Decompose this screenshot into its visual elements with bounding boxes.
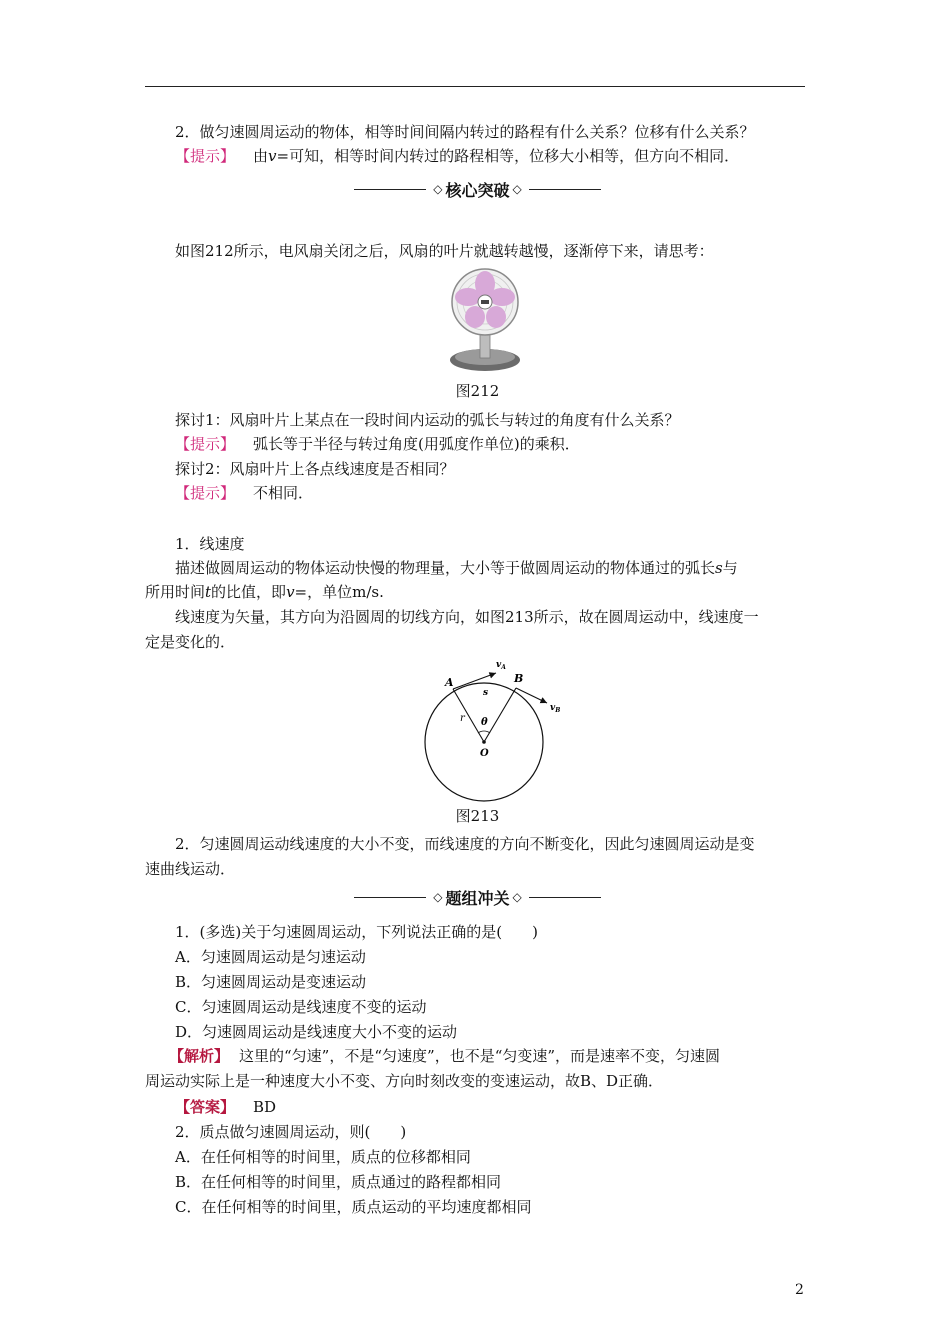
radius-line-a <box>453 689 484 742</box>
analysis-line-1 <box>145 1046 834 1066</box>
linear-velocity-title: 1．线速度 <box>175 535 245 553</box>
text-fragment: 的比值，即 <box>211 583 287 601</box>
analysis-tag: 【解析】 <box>169 1047 230 1065</box>
exercise-2-option-a: A．在任何相等的时间里，质点的位移都相同 <box>175 1148 471 1166</box>
exercise-1-option-d: D．匀速圆周运动是线速度大小不变的运动 <box>175 1023 458 1041</box>
analysis-line-2: 周运动实际上是一种速度大小不变、方向时刻改变的变速运动，故B、D正确． <box>145 1072 664 1090</box>
section-heading-core: ◇ 核心突破 ◇ <box>145 178 810 200</box>
angle-label: θ <box>481 717 488 728</box>
time-symbol: t <box>205 583 212 601</box>
header-rule <box>145 86 805 87</box>
arc-label: s <box>483 688 489 698</box>
hint-1 <box>145 146 840 166</box>
hint-tag: 【提示】 <box>175 435 236 453</box>
hint-3-text: 不相同． <box>253 484 314 502</box>
hint-1-text: =可知，相等时间内转过的路程相等，位移大小相等，但方向不相同． <box>276 147 740 165</box>
linear-velocity-line-1 <box>145 558 840 578</box>
exercise-2-option-b: B．在任何相等的时间里，质点通过的路程都相同 <box>175 1173 502 1191</box>
figure-caption-212: 图212 <box>455 382 500 400</box>
exercise-1-stem: 1．(多选)关于匀速圆周运动，下列说法正确的是( ) <box>175 923 538 941</box>
text-fragment: 所用时间 <box>145 583 206 601</box>
exercise-1-option-a: A．匀速圆周运动是匀速运动 <box>175 948 366 966</box>
section-title: 题组冲关 <box>445 888 510 908</box>
velocity-a-label: $v_A$ <box>496 660 506 671</box>
question-2-intro: 2．做匀速圆周运动的物体，相等时间间隔内转过的路程有什么关系？位移有什么关系？ <box>175 123 755 141</box>
center-label: O <box>480 748 489 759</box>
linear-velocity-line-2 <box>145 582 810 602</box>
hint-3 <box>145 483 840 503</box>
arc-symbol: s <box>715 559 723 577</box>
linear-velocity-line-4: 定是变化的． <box>145 633 236 651</box>
point-b-label: B <box>514 672 524 685</box>
radius-label: r <box>460 713 465 724</box>
text-fragment: 描述做圆周运动的物体运动快慢的物理量，大小等于做圆周运动的物体通过的弧长 <box>175 559 716 577</box>
exercise-2-option-c: C．在任何相等的时间里，质点运动的平均速度都相同 <box>175 1198 532 1216</box>
radius-line-b <box>484 688 516 742</box>
hint-2-text: 弧长等于半径与转过角度(用弧度作单位)的乘积． <box>253 435 580 453</box>
answer-line <box>145 1097 840 1117</box>
answer-tag: 【答案】 <box>175 1098 236 1116</box>
circular-motion-diagram <box>420 655 580 805</box>
answer-text: BD <box>253 1098 277 1116</box>
section-heading-exercises: ◇ 题组冲关 ◇ <box>145 886 810 908</box>
text-fragment: 与 <box>722 559 738 577</box>
center-point <box>482 740 486 744</box>
analysis-text: 这里的“匀速”，不是“匀速度”，也不是“匀变速”，而是速率不变，匀速圆 <box>239 1047 721 1065</box>
discussion-1: 探讨1：风扇叶片上某点在一段时间内运动的弧长与转过的角度有什么关系？ <box>175 411 680 429</box>
velocity-symbol: v <box>286 583 295 601</box>
electric-fan-image <box>440 268 530 374</box>
velocity-b-label: $v_B$ <box>550 703 561 714</box>
hint-2 <box>145 434 840 454</box>
figure-caption-213: 图213 <box>455 807 500 825</box>
exercise-2-stem: 2．质点做匀速圆周运动，则( ) <box>175 1123 407 1141</box>
point-a-label: A <box>445 676 454 689</box>
velocity-a-arrow <box>453 673 496 689</box>
hint-tag: 【提示】 <box>175 484 236 502</box>
velocity-symbol: v <box>268 147 277 165</box>
uniform-motion-line-1: 2．匀速圆周运动线速度的大小不变，而线速度的方向不断变化，因此匀速圆周运动是变 <box>175 835 755 853</box>
angle-arc <box>478 731 490 733</box>
fan-intro: 如图212所示，电风扇关闭之后，风扇的叶片就越转越慢，逐渐停下来，请思考： <box>175 242 714 260</box>
hint-1-prefix: 由 <box>253 147 269 165</box>
exercise-1-option-c: C．匀速圆周运动是线速度不变的运动 <box>175 998 427 1016</box>
section-title: 核心突破 <box>445 180 510 200</box>
discussion-2: 探讨2：风扇叶片上各点线速度是否相同？ <box>175 460 455 478</box>
linear-velocity-line-3: 线速度为矢量，其方向为沿圆周的切线方向，如图213所示，故在圆周运动中，线速度一 <box>175 608 759 626</box>
text-fragment: =，单位m/s. <box>294 583 384 601</box>
hint-tag: 【提示】 <box>175 147 236 165</box>
uniform-motion-line-2: 速曲线运动． <box>145 860 236 878</box>
exercise-1-option-b: B．匀速圆周运动是变速运动 <box>175 973 367 991</box>
page-number: 2 <box>795 1282 804 1298</box>
